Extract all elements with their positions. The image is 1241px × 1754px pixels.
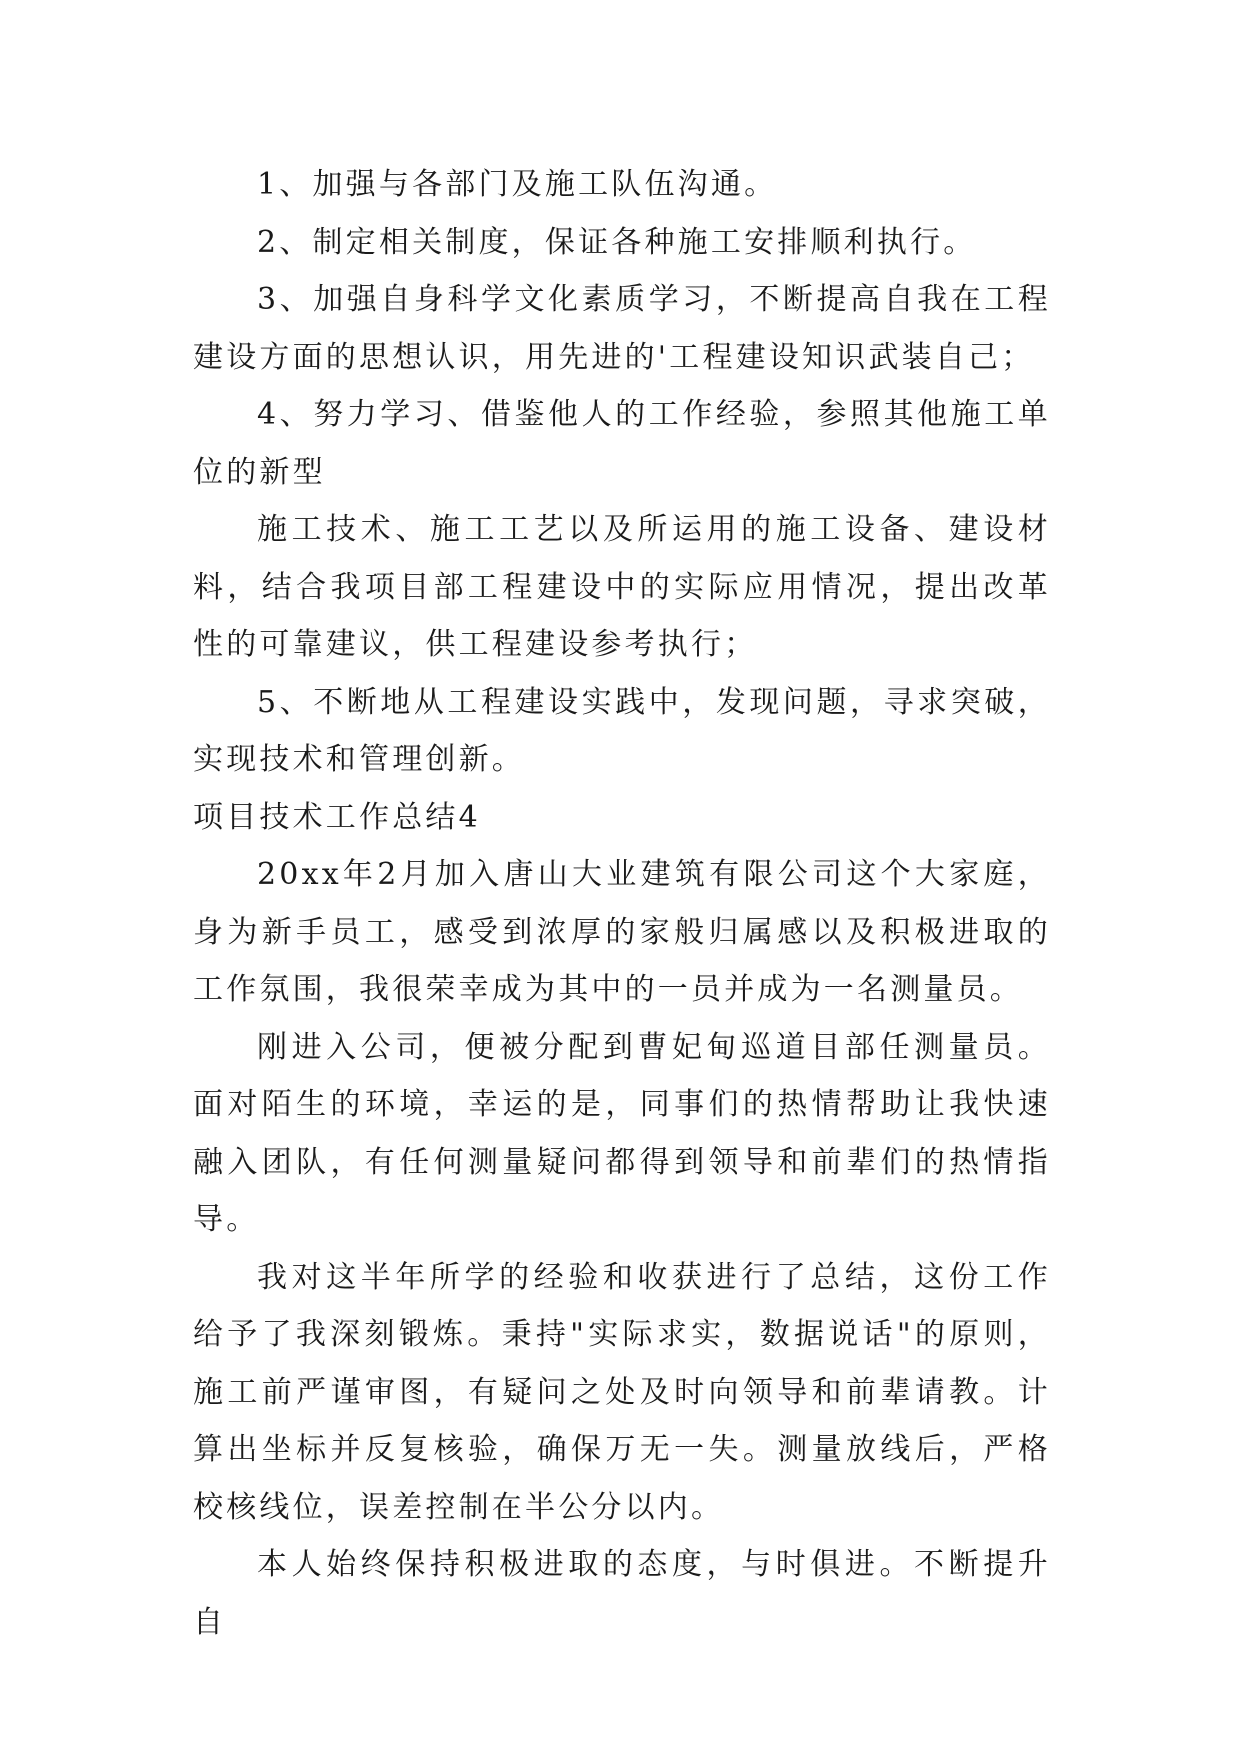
paragraph-item-1: 1、加强与各部门及施工队伍沟通。: [257, 167, 778, 202]
paragraph-attitude: 本人始终保持积极进取的态度，与时俱进。不断提升自: [193, 1547, 1051, 1640]
paragraph-summary: 我对这半年所学的经验和收获进行了总结，这份工作给予了我深刻锻炼。秉持"实际求实，数据说话"的原则，施工前严谨审图，有疑问之处及时向领导和前辈请教。计算出坐标并反复核验，确保万无一失。测量放线后，严格校核线位，误差控制在半公分以内。: [193, 1259, 1051, 1525]
paragraph-item-2: 2、制定相关制度，保证各种施工安排顺利执行。: [257, 224, 977, 260]
paragraph-item-4-continued: 施工技术、施工工艺以及所运用的施工设备、建设材料，结合我项目部工程建设中的实际应用情况，提出改革性的可靠建议，供工程建设参考执行；: [193, 512, 1051, 662]
section-heading: 项目技术工作总结4: [193, 799, 481, 835]
document-body: [193, 156, 1051, 1651]
paragraph-intro: 20xx年2月加入唐山大业建筑有限公司这个大家庭，身为新手员工，感受到浓厚的家般归属感以及积极进取的工作氛围，我很荣幸成为其中的一员并成为一名测量员。: [193, 857, 1051, 1007]
paragraph-item-4: 4、努力学习、借鉴他人的工作经验，参照其他施工单位的新型: [193, 397, 1051, 490]
paragraph-item-5: 5、不断地从工程建设实践中，发现问题，寻求突破，实现技术和管理创新。: [193, 684, 1051, 777]
paragraph-item-3: 3、加强自身科学文化素质学习，不断提高自我在工程建设方面的思想认识，用先进的'工程建设知识武装自己；: [193, 282, 1051, 375]
paragraph-onboarding: 刚进入公司，便被分配到曹妃甸巡道目部任测量员。面对陌生的环境，幸运的是，同事们的热情帮助让我快速融入团队，有任何测量疑问都得到领导和前辈们的热情指导。: [193, 1029, 1051, 1237]
